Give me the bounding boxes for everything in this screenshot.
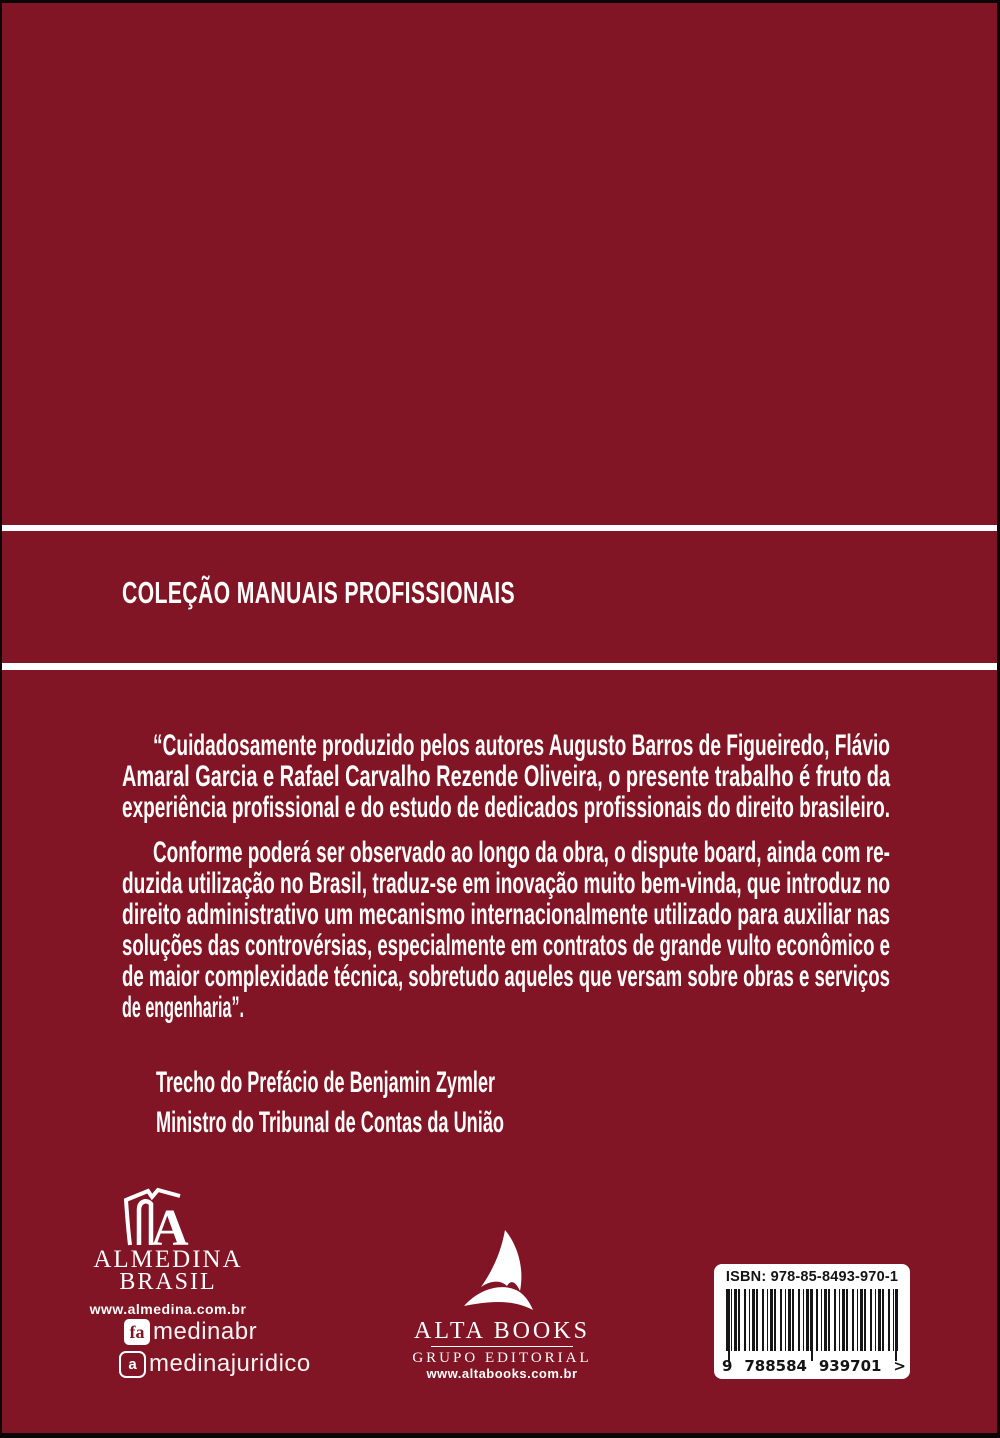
quote-line: experiência profissional e do estudo de dedicados profissionais do direito brasileiro. (122, 791, 891, 824)
collection-title (122, 577, 696, 608)
divider-stripe-bottom (2, 663, 997, 670)
isbn-label: ISBN: 978-85-8493-970-1 (725, 1269, 899, 1285)
instagram-handle: medinajuridico (149, 1350, 311, 1377)
quote-paragraph (122, 730, 890, 823)
barcode-guard (895, 1289, 897, 1361)
alta-books-rule (431, 1346, 573, 1347)
barcode-digit-group: 788584 (744, 1357, 807, 1375)
quote-line: de engenharia”. (122, 991, 245, 1024)
almedina-logo-icon (118, 1187, 192, 1247)
svg-text:A: A (151, 1200, 189, 1247)
almedina-name: ALMEDINA (93, 1246, 243, 1273)
back-cover-quote (122, 730, 890, 1138)
attribution-line: Trecho do Prefácio de Benjamin Zymler (156, 1066, 496, 1099)
almedina-country: BRASIL (119, 1269, 217, 1295)
alta-books-name: ALTA BOOKS (414, 1318, 590, 1344)
barcode-digit-group: 939701 (818, 1357, 882, 1375)
instagram-icon: a (119, 1351, 146, 1378)
quote-line: direito administrativo um mecanismo internacionalmente utilizado para auxiliar nas (122, 898, 890, 931)
quote-line: “Cuidadosamente produzido pelos autores Augusto Barros de Figueiredo, Flávio (153, 729, 890, 762)
barcode-guard (728, 1289, 730, 1361)
divider-stripe-top (2, 525, 997, 531)
barcode-digits (722, 1357, 906, 1375)
facebook-handle: medinabr (153, 1318, 258, 1345)
barcode-arrow: > (893, 1357, 906, 1375)
attribution-line: Ministro do Tribunal de Contas da União (156, 1106, 505, 1139)
quote-line: duzida utilização no Brasil, traduz-se em inovação muito bem-vinda, que introduz no (122, 867, 891, 900)
quote-line: de maior complexidade técnica, sobretudo aqueles que versam sobre obras e serviços (122, 960, 890, 993)
quote-attribution (122, 1067, 890, 1138)
barcode-digit-group: 9 (722, 1357, 733, 1375)
alta-books-website: www.altabooks.com.br (426, 1366, 578, 1381)
almedina-facebook-row (124, 1318, 257, 1346)
barcode-guard (811, 1289, 813, 1361)
almedina-website: www.almedina.com.br (89, 1301, 247, 1317)
alta-books-logo-icon (459, 1230, 547, 1314)
almedina-instagram-row (119, 1350, 311, 1378)
collection-title-text: COLEÇÃO MANUAIS PROFISSIONAIS (122, 575, 516, 610)
alta-books-tagline: GRUPO EDITORIAL (412, 1350, 592, 1366)
quote-line: soluções das controvérsias, especialmente em contratos de grande vulto econômico e (122, 929, 891, 962)
isbn-barcode (714, 1264, 910, 1379)
quote-paragraph (122, 837, 890, 1023)
facebook-icon: fa (124, 1319, 150, 1345)
quote-line: Conforme poderá ser observado ao longo da obra, o dispute board, ainda com re- (153, 836, 890, 869)
quote-line: Amaral Garcia e Rafael Carvalho Rezende Oliveira, o presente trabalho é fruto da (122, 760, 891, 793)
